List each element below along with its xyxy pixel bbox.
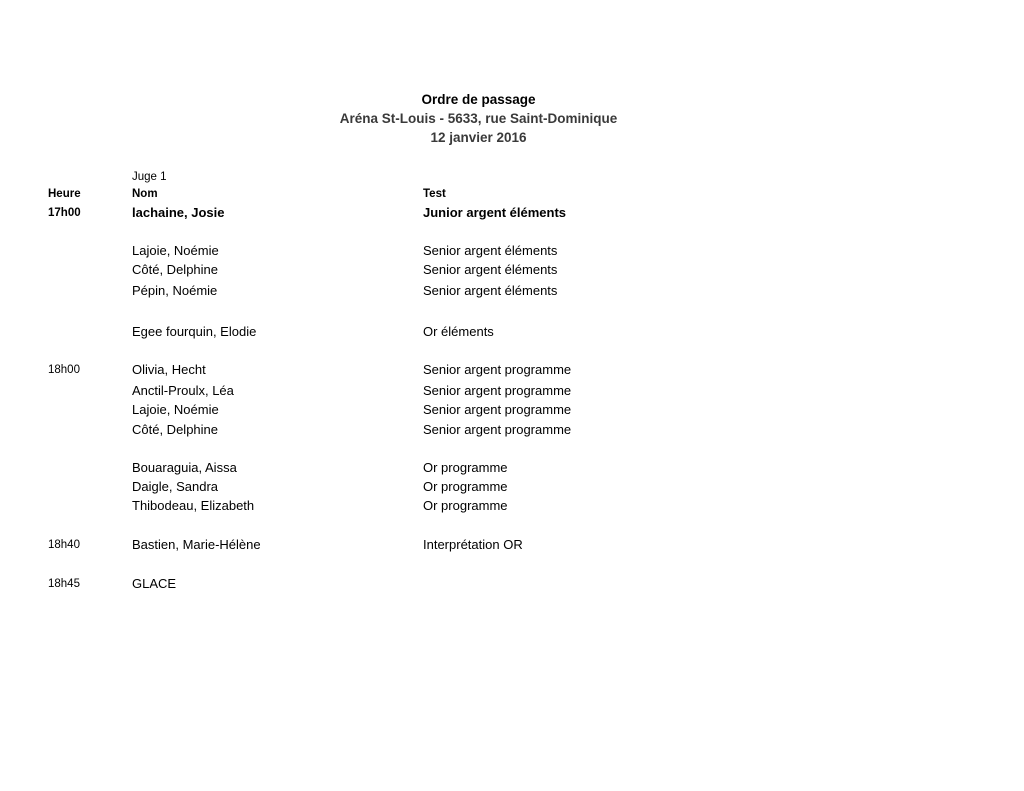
row-test: Senior argent programme <box>423 402 572 417</box>
row-test: Senior argent éléments <box>423 243 558 258</box>
row-name: GLACE <box>132 576 177 591</box>
column-header-name: Nom <box>132 188 158 200</box>
row-test: Senior argent éléments <box>423 262 558 277</box>
row-test: Junior argent éléments <box>423 205 567 220</box>
date-line: 12 janvier 2016 <box>430 130 527 145</box>
page-title: Ordre de passage <box>421 92 536 107</box>
row-name: Olivia, Hecht <box>132 362 206 377</box>
row-name: Thibodeau, Elizabeth <box>132 498 255 513</box>
table-row <box>0 402 1024 420</box>
row-test: Or éléments <box>423 324 494 339</box>
row-name: Egee fourquin, Elodie <box>132 324 257 339</box>
row-time: 18h45 <box>48 578 80 590</box>
row-name: Bastien, Marie-Hélène <box>132 537 261 552</box>
row-name: Lajoie, Noémie <box>132 402 219 417</box>
row-test: Senior argent éléments <box>423 283 558 298</box>
row-time: 18h40 <box>48 539 80 551</box>
row-test: Senior argent programme <box>423 362 572 377</box>
row-test: Senior argent programme <box>423 422 572 437</box>
row-test: Interprétation OR <box>423 537 523 552</box>
table-row <box>0 383 1024 401</box>
row-time: 17h00 <box>48 207 81 219</box>
table-row <box>0 498 1024 516</box>
table-row <box>0 422 1024 440</box>
judge-label: Juge 1 <box>132 171 167 183</box>
row-test: Or programme <box>423 460 508 475</box>
table-row <box>0 460 1024 478</box>
table-row <box>0 205 1024 223</box>
venue-line: Aréna St-Louis - 5633, rue Saint-Dominique <box>339 111 618 126</box>
row-name: Anctil-Proulx, Léa <box>132 383 234 398</box>
row-name: Bouaraguia, Aissa <box>132 460 237 475</box>
table-row <box>0 362 1024 380</box>
table-row <box>0 537 1024 555</box>
table-row <box>0 243 1024 261</box>
table-row <box>0 479 1024 497</box>
row-name: Pépin, Noémie <box>132 283 218 298</box>
row-test: Or programme <box>423 479 508 494</box>
table-row <box>0 324 1024 342</box>
row-name: Lajoie, Noémie <box>132 243 219 258</box>
row-time: 18h00 <box>48 364 80 376</box>
row-test: Or programme <box>423 498 508 513</box>
row-name: Côté, Delphine <box>132 422 218 437</box>
row-test: Senior argent programme <box>423 383 572 398</box>
row-name: Daigle, Sandra <box>132 479 218 494</box>
column-header-test: Test <box>423 188 446 200</box>
row-name: Côté, Delphine <box>132 262 218 277</box>
table-row <box>0 576 1024 594</box>
column-header-time: Heure <box>48 188 81 200</box>
table-row <box>0 262 1024 280</box>
row-name: lachaine, Josie <box>132 205 225 220</box>
table-row <box>0 283 1024 301</box>
